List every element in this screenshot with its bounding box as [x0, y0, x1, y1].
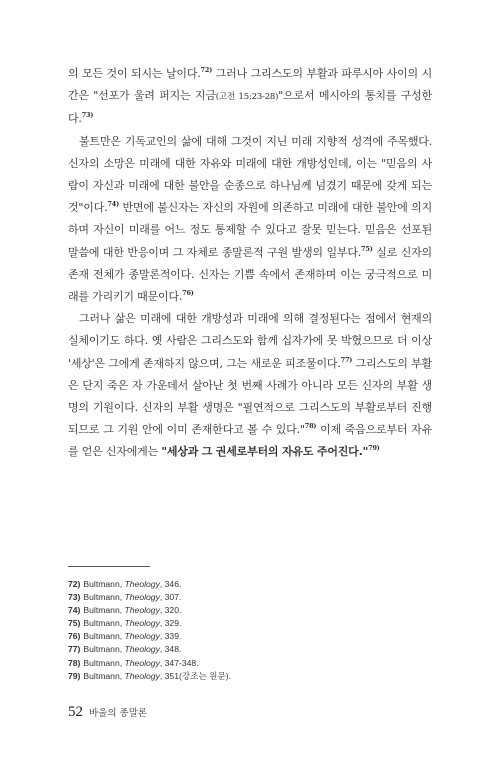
footnote [68, 578, 432, 591]
footnote-book-title: Theology [124, 618, 160, 629]
footnote-author: Bultmann, [83, 579, 125, 589]
footnote-number: 79) [68, 670, 81, 681]
page-footer [68, 704, 147, 721]
running-title: 바울의 종말론 [89, 708, 148, 719]
footnote-author: Bultmann, [83, 657, 125, 668]
emphasized-quote: "세상과 그 권세로부터의 자유도 주어진다." [161, 445, 369, 459]
footnote-book-title: Theology [124, 657, 160, 668]
footnote [68, 591, 432, 604]
footnote-book-title: Theology [124, 631, 160, 642]
footnote-marker: 79) [368, 444, 380, 453]
footnote-number: 74) [68, 605, 81, 616]
footnote-marker: 76) [182, 289, 194, 298]
footnote-marker: 78) [304, 422, 317, 431]
text-run: 실로 신자의 존재 전체가 종말론적이다. 신자는 기쁨 속에서 존재하며 이는 궁극적으로 미래를 가리키기 때문이다. [68, 245, 432, 304]
body-text [68, 63, 432, 464]
footnote-marker: 75) [361, 244, 373, 253]
text-run: 그러나 삶은 미래에 대한 개방성과 미래에 의해 결정된다는 점에서 현재의 실체이기도 하다. 옛 사람은 그리스도와 함께 십자가에 못 박혔으므로 더 이상 '세상'은 그에게 존재하지 않으며, 그는 새로운 피조물이다. [68, 312, 432, 370]
footnote-pages: , 307. [159, 592, 182, 603]
text-run: 의 모든 것이 되시는 날이다. [68, 67, 201, 80]
footnote-pages: , 347-348. [159, 657, 199, 668]
footnote-pages: , 348. [159, 644, 182, 655]
footnote-author: Bultmann, [83, 644, 125, 655]
text-run: 이제 죽음으로부터 자유를 얻은 신자에게는 [68, 423, 432, 459]
paragraph [68, 308, 432, 463]
footnote [68, 604, 432, 617]
footnotes [68, 578, 432, 683]
text-run: 불트만은 기독교인의 삶에 대해 그것이 지닌 미래 지향적 성격에 주목했다. 신자의 소망은 미래에 대한 자유와 미래에 대한 개방성인데, 이는 "믿음의 사람이 자신과 미래에 대한 불안을 순종으로 하나님께 넘겼기 때문에 갖게 되는 것"이다. [68, 134, 432, 215]
footnote [68, 643, 432, 656]
scripture-reference: (고전 15:23-28) [215, 92, 279, 103]
text-run: "으로서 메시아의 통치를 구성한다. [68, 89, 432, 126]
footnote-author: Bultmann, [83, 670, 125, 681]
footnote-number: 72) [68, 579, 81, 589]
footnote-divider [68, 566, 150, 567]
paragraph [68, 131, 432, 309]
footnote-marker: 74) [107, 200, 119, 209]
footnote-pages: , 339. [159, 631, 182, 642]
footnote [68, 657, 432, 670]
footnote [68, 630, 432, 643]
footnote-number: 78) [68, 657, 81, 668]
footnote-book-title: Theology [124, 605, 160, 616]
footnote-pages: , 346. [159, 579, 182, 589]
footnote-author: Bultmann, [83, 605, 125, 616]
text-run: 반면에 불신자는 자신의 자원에 의존하고 미래에 대한 불안에 의지하며 자신이 미래를 어느 정도 통제할 수 있다고 잘못 믿는다. 믿음은 선포된 말씀에 대한 반응이며 그 자체로 종말론적 구원 발생의 일부다. [68, 201, 432, 259]
footnote-number: 73) [68, 592, 81, 603]
text-run: 그러나 그리스도의 부활과 파루시아 사이의 시간은 "선포가 울려 퍼지는 지금 [68, 67, 433, 103]
footnote-author: Bultmann, [83, 592, 125, 603]
footnote-pages: , 320. [159, 605, 182, 616]
footnote-marker: 72) [200, 66, 213, 74]
footnote [68, 617, 432, 630]
footnote-book-title: Theology [124, 579, 160, 589]
footnote-pages: , 329. [159, 618, 182, 629]
footnote-number: 75) [68, 618, 81, 629]
footnote-marker: 77) [340, 355, 353, 364]
footnote [68, 670, 432, 683]
footnote-book-title: Theology [124, 644, 160, 655]
footnote-number: 77) [68, 644, 81, 655]
text-run: 그리스도의 부활은 단지 죽은 자 가운데서 살아난 첫 번째 사례가 아니라 모든 신자의 부활 생명의 기원이다. 신자의 부활 생명은 "필연적으로 그리스도의 부활로부터 진행되므로 그 기원 안에 이미 존재한다고 볼 수 있다." [68, 356, 432, 437]
footnote-number: 76) [68, 631, 81, 642]
footnote-book-title: Theology [124, 670, 160, 681]
page-number: 52 [68, 704, 83, 720]
footnote-author: Bultmann, [83, 618, 125, 629]
footnote-author: Bultmann, [83, 631, 125, 642]
footnote-book-title: Theology [124, 592, 160, 603]
paragraph [68, 63, 432, 131]
footnote-marker: 73) [81, 111, 94, 120]
footnote-pages: , 351(강조는 원문). [159, 670, 231, 681]
